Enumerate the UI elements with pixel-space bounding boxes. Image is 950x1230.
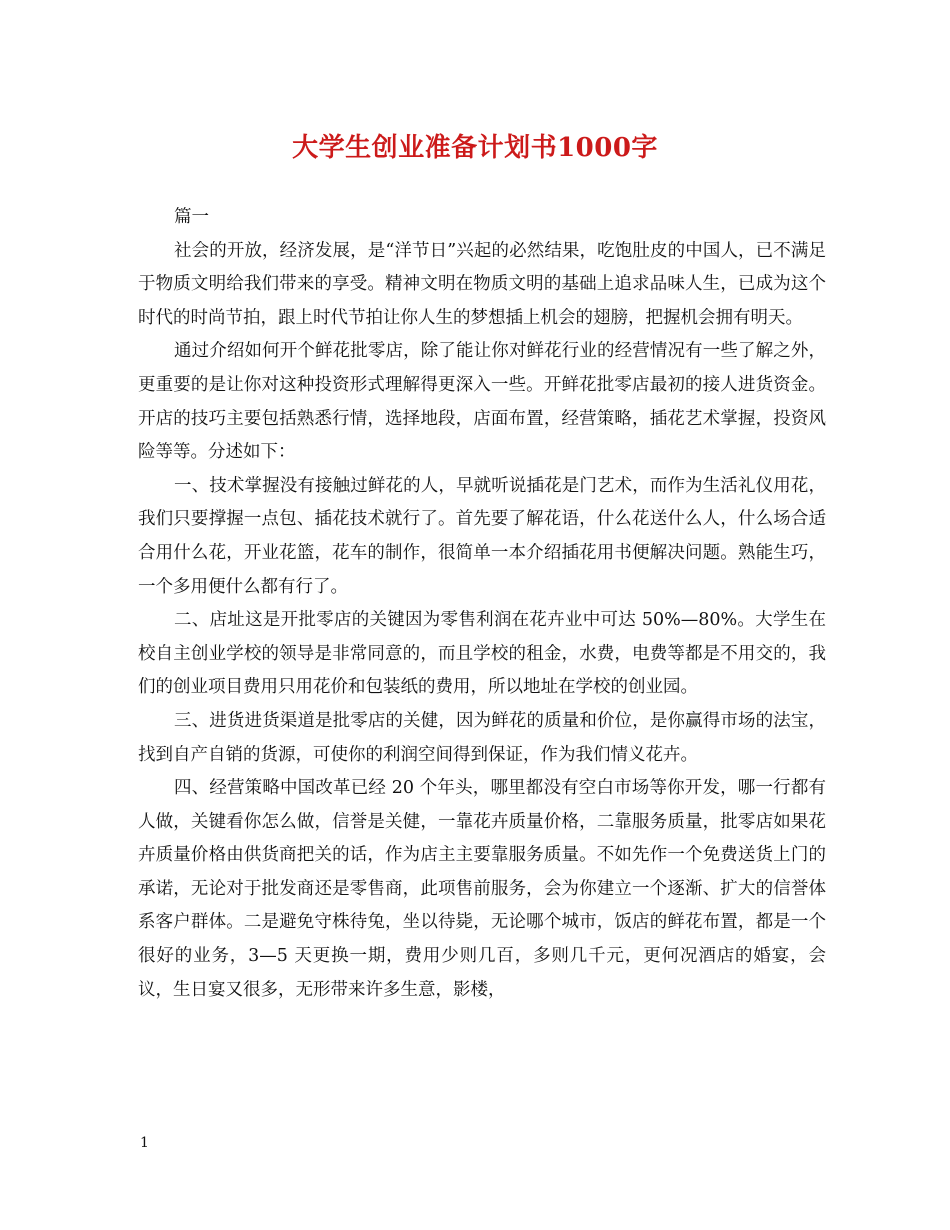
paragraph: 二、店址这是开批零店的关键因为零售利润在花卉业中可达 50%—80%。大学生在校自主创业学校的领导是非常同意的，而且学校的租金，水费，电费等都是不用交的，我们的创业项目费用只用花价和包装纸的费用，所以地址在学校的创业园。 (138, 610, 826, 698)
paragraph: 四、经营策略中国改革已经 20 个年头，哪里都没有空白市场等你开发，哪一行都有人做，关键看你怎么做，信誉是关健，一靠花卉质量价格，二靠服务质量，批零店如果花卉质量价格由供货商把关的话，作为店主主要靠服务质量。不如先作一个免费送货上门的承诺，无论对于批发商还是零售商，此项售前服务，会为你建立一个逐渐、扩大的信誉体系客户群体。二是避免守株待兔，坐以待毙，无论哪个城市，饭店的鲜花布置，都是一个很好的业务，3—5 天更换一期，费用少则几百，多则几千元，更何况酒店的婚宴，会议，生日宴又很多，无形带来许多生意，影楼， (138, 778, 827, 1000)
paragraph: 社会的开放，经济发展，是“洋节日”兴起的必然结果，吃饱肚皮的中国人，已不满足于物质文明给我们带来的享受。精神文明在物质文明的基础上追求品味人生，已成为这个时代的时尚节拍，跟上时代节拍让你人生的梦想插上机会的翅膀，把握机会拥有明天。 (138, 240, 826, 328)
section-heading: 篇一 (174, 207, 209, 227)
document-body (138, 201, 826, 1007)
paragraph: 三、进货进货渠道是批零店的关健，因为鲜花的质量和价位，是你赢得市场的法宝，找到自产自销的货源，可使你的利润空间得到保证，作为我们情义花卉。 (138, 710, 826, 765)
paragraph: 一、技术掌握没有接触过鲜花的人，早就听说插花是门艺术，而作为生活礼仪用花，我们只要撑握一点包、插花技术就行了。首先要了解花语，什么花送什么人，什么场合适合用什么花，开业花篮，花车的制作，很简单一本介绍插花用书便解决问题。熟能生巧，一个多用便什么都有行了。 (138, 475, 826, 597)
page-number: 1 (140, 1135, 149, 1151)
document-title: 大学生创业准备计划书1000字 (292, 133, 658, 163)
paragraph: 通过介绍如何开个鲜花批零店，除了能让你对鲜花行业的经营情况有一些了解之外，更重要的是让你对这种投资形式理解得更深入一些。开鲜花批零店最初的接人进货资金。开店的技巧主要包括熟悉行情，选择地段，店面布置，经营策略，插花艺术掌握，投资风险等等。分述如下： (138, 341, 826, 463)
